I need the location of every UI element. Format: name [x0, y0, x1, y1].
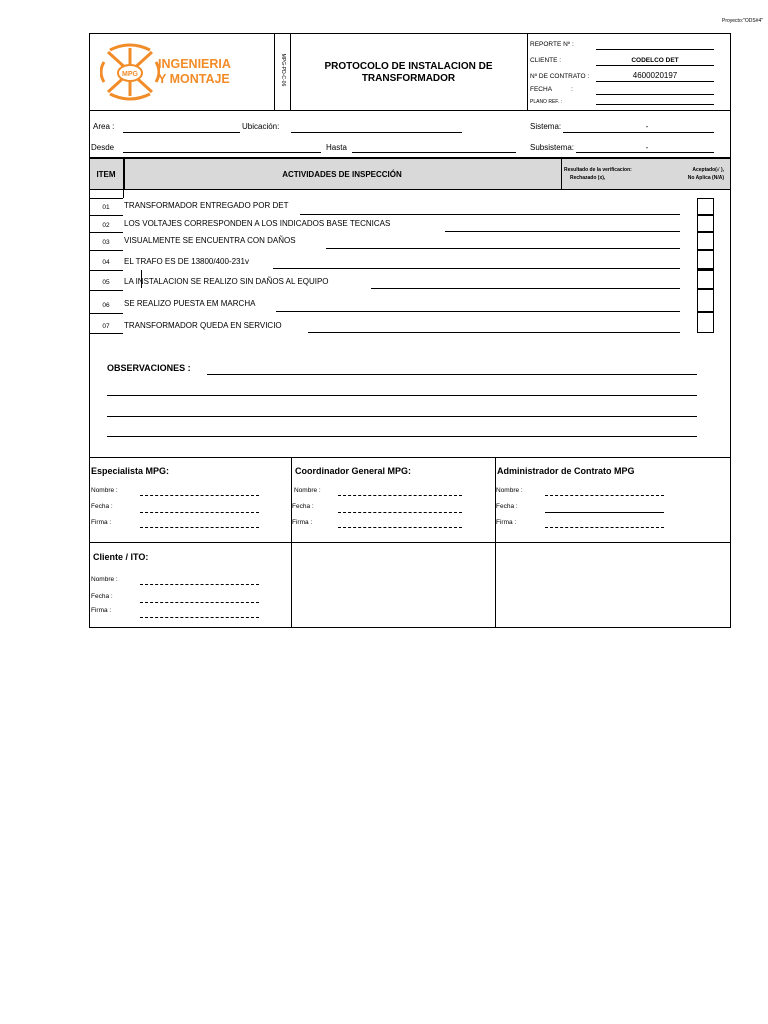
subsistema-label: Subsistema:	[530, 143, 575, 152]
cliente-firma-line[interactable]	[140, 617, 259, 618]
item-number: 04	[102, 259, 110, 266]
especialista-nombre-line[interactable]	[140, 495, 259, 496]
item-number: 02	[102, 222, 110, 229]
contrato-value: 4600020197	[632, 71, 678, 80]
cliente-nombre-line[interactable]	[140, 584, 259, 585]
especialista-fecha-line[interactable]	[140, 512, 259, 513]
activities-header: ACTIVIDADES DE INSPECCIÓN	[282, 170, 402, 179]
cliente-fecha-line[interactable]	[140, 602, 259, 603]
result-checkbox-07[interactable]	[697, 312, 714, 333]
desde-input[interactable]	[123, 152, 321, 153]
result-checkbox-03[interactable]	[697, 232, 714, 250]
sistema-label: Sistema:	[530, 122, 562, 131]
reporte-line[interactable]	[596, 49, 714, 50]
logo-line2: Y MONTAJE	[158, 72, 230, 86]
logo-badge: MPG	[122, 71, 138, 78]
reporte-label: REPORTE Nº :	[530, 41, 574, 48]
area-label: Area :	[93, 122, 115, 131]
observaciones-line-4[interactable]	[107, 436, 697, 437]
especialista-firma-label: Firma :	[91, 519, 112, 526]
area-input[interactable]	[123, 132, 240, 133]
coordinador-nombre-line[interactable]	[338, 495, 462, 496]
sistema-value: -	[645, 122, 649, 131]
item-number: 07	[102, 323, 110, 330]
subsistema-input[interactable]	[576, 152, 714, 153]
especialista-nombre-label: Nombre :	[91, 487, 118, 494]
cliente-fecha-label: Fecha :	[91, 593, 113, 600]
cliente-label: CLIENTE :	[530, 57, 562, 64]
especialista-fecha-label: Fecha :	[91, 503, 113, 510]
plano-label: PLANO REF. :	[530, 99, 562, 105]
administrador-fecha-line[interactable]	[545, 512, 664, 513]
observaciones-line-2[interactable]	[107, 395, 697, 396]
observaciones-line-3[interactable]	[107, 416, 697, 417]
project-note: Proyecto:"ODS#4"	[722, 18, 764, 24]
administrador-firma-line[interactable]	[545, 527, 664, 528]
document-title	[290, 61, 527, 85]
contrato-label: Nº DE CONTRATO :	[530, 73, 590, 80]
administrador-firma-label: Firma :	[496, 519, 517, 526]
item-header: ITEM	[96, 170, 116, 179]
cliente-nombre-label: Nombre :	[91, 576, 118, 583]
item-text: LOS VOLTAJES CORRESPONDEN A LOS INDICADOS BASE TECNICAS	[124, 219, 391, 228]
result-checkbox-02[interactable]	[697, 215, 714, 232]
sistema-input[interactable]	[563, 132, 714, 133]
result-checkbox-04[interactable]	[697, 250, 714, 269]
ubicacion-label: Ubicación:	[242, 122, 280, 131]
ubicacion-input[interactable]	[291, 132, 462, 133]
coordinador-title: Coordinador General MPG:	[295, 466, 412, 476]
item-text: TRANSFORMADOR ENTREGADO POR DET	[124, 201, 289, 210]
plano-line[interactable]	[596, 104, 714, 105]
coordinador-fecha-line[interactable]	[338, 512, 462, 513]
coordinador-firma-label: Firma :	[292, 519, 313, 526]
title-line2: TRANSFORMADOR	[361, 73, 456, 84]
item-text: TRANSFORMADOR QUEDA EN SERVICIO	[124, 321, 282, 330]
fecha-label: FECHA	[530, 86, 553, 93]
administrador-nombre-label: Nombre :	[496, 487, 523, 494]
especialista-title: Especialista MPG:	[91, 466, 170, 476]
item-text: EL TRAFO ES DE 13800/400-231v	[124, 257, 249, 266]
item-text: LA INSTALACION SE REALIZO SIN DAÑOS AL EQUIPO	[124, 277, 329, 286]
result-checkbox-06[interactable]	[697, 289, 714, 312]
administrador-title: Administrador de Contrato MPG	[497, 466, 635, 476]
logo-text	[158, 57, 231, 87]
item-number: 06	[102, 302, 110, 309]
item-text: VISUALMENTE SE ENCUENTRA CON DAÑOS	[124, 236, 296, 245]
administrador-nombre-line[interactable]	[545, 495, 664, 496]
coordinador-firma-line[interactable]	[338, 527, 462, 528]
coordinador-nombre-label: Nombre :	[294, 487, 321, 494]
coordinador-fecha-label: Fecha :	[292, 503, 314, 510]
fecha-line[interactable]	[596, 94, 714, 95]
fecha-colon: :	[571, 86, 573, 93]
cliente-firma-label: Firma :	[91, 607, 112, 614]
item-number: 05	[102, 279, 110, 286]
administrador-fecha-label: Fecha :	[496, 503, 518, 510]
result-checkbox-01[interactable]	[697, 198, 714, 215]
accepted-header-1: Aceptado(√ ),	[692, 167, 724, 173]
subsistema-value: -	[645, 143, 649, 152]
accepted-header-2: No Aplica (N/A)	[687, 175, 724, 181]
logo-line1: INGENIERIA	[158, 57, 231, 71]
result-checkbox-05[interactable]	[697, 269, 714, 289]
cliente-value: CODELCO DET	[631, 57, 679, 64]
title-line1: PROTOCOLO DE INSTALACION DE	[324, 61, 493, 72]
result-header-2: Rechazado (x),	[570, 175, 606, 181]
doc-code-text: MPG-PD-C-06	[280, 53, 286, 87]
especialista-firma-line[interactable]	[140, 527, 259, 528]
result-header-1: Resultado de la verificacion:	[564, 167, 632, 173]
observaciones-line-1[interactable]	[207, 374, 697, 375]
item-number: 03	[102, 239, 110, 246]
doc-code	[276, 35, 289, 109]
cliente-title: Cliente / ITO:	[93, 552, 149, 562]
hasta-label: Hasta	[326, 143, 347, 152]
mpg-logo-icon	[100, 42, 160, 102]
observaciones-label: OBSERVACIONES :	[107, 363, 191, 373]
item-number: 01	[102, 204, 110, 211]
hasta-input[interactable]	[352, 152, 516, 153]
item-text: SE REALIZO PUESTA EM MARCHA	[124, 299, 256, 308]
desde-label: Desde	[91, 143, 115, 152]
